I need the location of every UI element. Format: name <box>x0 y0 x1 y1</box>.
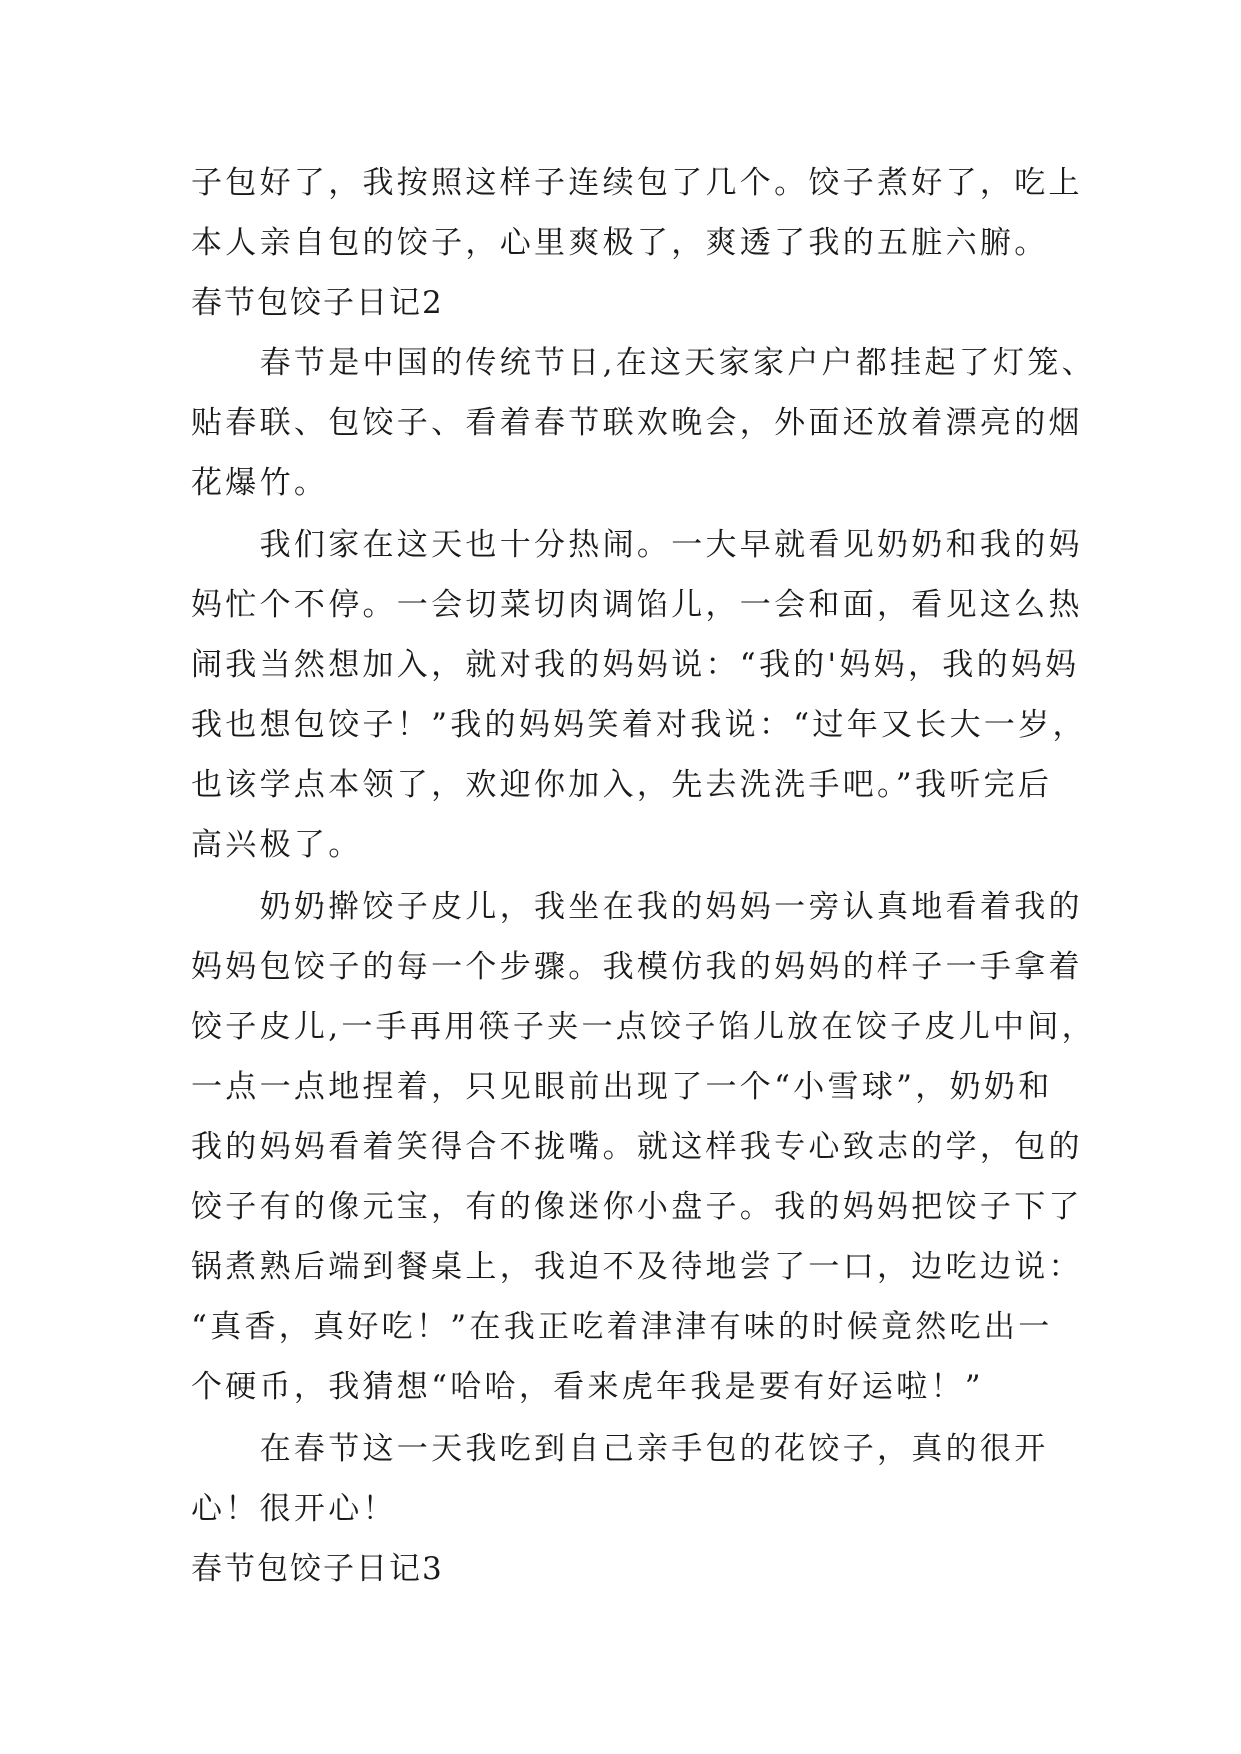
paragraph-line: 本人亲自包的饺子，心里爽极了，爽透了我的五脏六腑。 <box>191 225 1049 261</box>
paragraph-line: 闹我当然想加入，就对我的妈妈说：“我的'妈妈，我的妈妈 <box>191 647 1080 683</box>
paragraph-line: 子包好了，我按照这样子连续包了几个。饺子煮好了，吃上 <box>191 165 1083 201</box>
paragraph-line: 饺子皮儿,一手再用筷子夹一点饺子馅儿放在饺子皮儿中间， <box>191 1009 1096 1045</box>
section-heading: 春节包饺子日记3 <box>191 1551 444 1587</box>
paragraph-line: 饺子有的像元宝，有的像迷你小盘子。我的妈妈把饺子下了 <box>191 1189 1083 1225</box>
paragraph-line: 春节是中国的传统节日,在这天家家户户都挂起了灯笼、 <box>191 345 1096 381</box>
paragraph-line: 也该学点本领了，欢迎你加入，先去洗洗手吧。”我听完后 <box>191 767 1053 803</box>
paragraph-line: 花爆竹。 <box>191 465 329 501</box>
section-heading: 春节包饺子日记2 <box>191 285 444 321</box>
paragraph-line: 锅煮熟后端到餐桌上，我迫不及待地尝了一口，边吃边说： <box>191 1249 1083 1285</box>
paragraph-line: 高兴极了。 <box>191 827 363 863</box>
paragraph-line: 一点一点地捏着，只见眼前出现了一个“小雪球”，奶奶和 <box>191 1069 1053 1105</box>
paragraph-line: 贴春联、包饺子、看着春节联欢晚会，外面还放着漂亮的烟 <box>191 405 1083 441</box>
paragraph-line: 心！很开心！ <box>191 1491 397 1527</box>
paragraph-line: 个硬币，我猜想“哈哈，看来虎年我是要有好运啦！” <box>191 1369 984 1405</box>
paragraph-line: 妈忙个不停。一会切菜切肉调馅儿，一会和面，看见这么热 <box>191 587 1083 623</box>
paragraph-line: 奶奶擀饺子皮儿，我坐在我的妈妈一旁认真地看着我的 <box>191 889 1083 925</box>
paragraph-line: 妈妈包饺子的每一个步骤。我模仿我的妈妈的样子一手拿着 <box>191 949 1083 985</box>
paragraph-line: 我的妈妈看着笑得合不拢嘴。就这样我专心致志的学，包的 <box>191 1129 1083 1165</box>
paragraph-line: 在春节这一天我吃到自己亲手包的花饺子，真的很开 <box>191 1431 1049 1467</box>
paragraph-line: 我也想包饺子！”我的妈妈笑着对我说：“过年又长大一岁， <box>191 707 1087 743</box>
paragraph-line: 我们家在这天也十分热闹。一大早就看见奶奶和我的妈 <box>191 527 1083 563</box>
paragraph-line: “真香，真好吃！”在我正吃着津津有味的时候竟然吃出一 <box>191 1309 1053 1345</box>
